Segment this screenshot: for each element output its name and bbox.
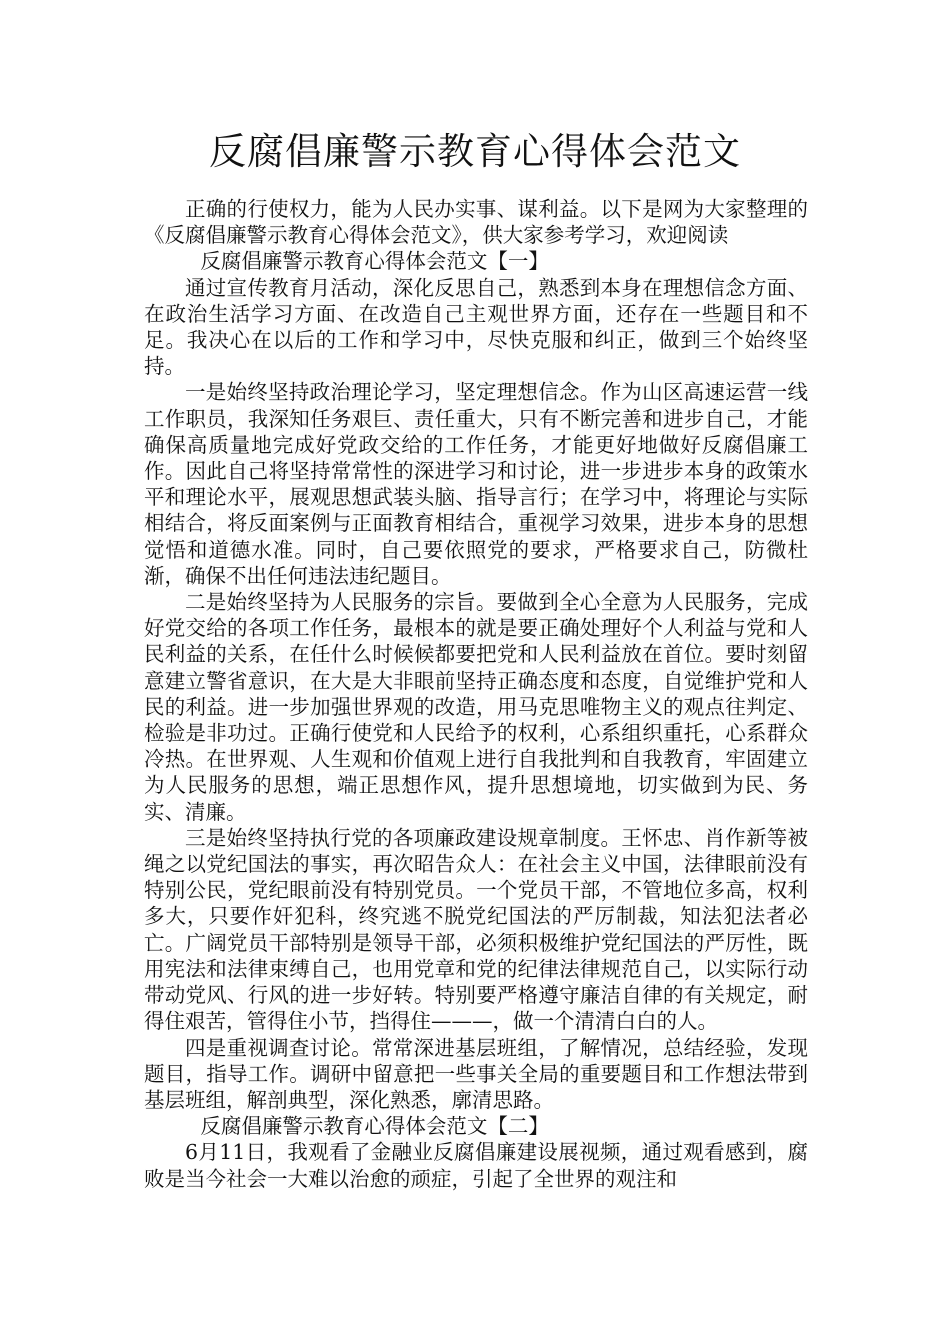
body-paragraph: 6月11日，我观看了金融业反腐倡廉建设展视频，通过观看感到，腐败是当今社会一大难以治愈的顽症，引起了全世界的观注和 xyxy=(144,1140,808,1191)
body-paragraph: 三是始终坚持执行党的各项廉政建设规章制度。王怀忠、肖作新等被绳之以党纪国法的事实，再次昭告众人：在社会主义中国，法律眼前没有特别公民，党纪眼前没有特别党员。一个党员干部，不管地位多高，权利多大，只要作奸犯科，终究逃不脱党纪国法的严厉制裁，知法犯法者必亡。广阔党员干部特别是领导干部，必须积极维护党纪国法的严厉性，既用宪法和法律束缚自己，也用党章和党的纪律法律规范自己，以实际行动带动党风、行风的进一步好转。特别要严格遵守廉洁自律的有关规定，耐得住艰苦，管得住小节，挡得住———，做一个清清白白的人。 xyxy=(144,825,808,1034)
body-paragraph: 一是始终坚持政治理论学习，坚定理想信念。作为山区高速运营一线工作职员，我深知任务艰巨、责任重大，只有不断完善和进步自己，才能确保高质量地完成好党政交给的工作任务，才能更好地做好反腐倡廉工作。因此自己将坚持常常性的深进学习和讨论，进一步进步本身的政策水平和理论水平，展观思想武装头脑、指导言行；在学习中，将理论与实际相结合，将反面案例与正面教育相结合，重视学习效果，进步本身的思想觉悟和道德水准。同时，自己要依照党的要求，严格要求自己，防微杜渐，确保不出任何违法违纪题目。 xyxy=(144,380,808,588)
body-paragraph: 四是重视调查讨论。常常深进基层班组，了解情况，总结经验，发现题目，指导工作。调研中留意把一些事关全局的重要题目和工作想法带到基层班组，解剖典型，深化熟悉，廓清思路。 xyxy=(144,1035,808,1112)
body-paragraph: 二是始终坚持为人民服务的宗旨。要做到全心全意为人民服务，完成好党交给的各项工作任务，最根本的就是要正确处理好个人利益与党和人民利益的关系，在任什么时候候都要把党和人民利益放在首位。要时刻留意建立警省意识，在大是大非眼前坚持正确态度和态度，自觉维护党和人民的利益。进一步加强世界观的改造，用马克思唯物主义的观点往判定、检验是非功过。正确行使党和人民给予的权利，心系组织重托，心系群众冷热。在世界观、人生观和价值观上进行自我批判和自我教育，牢固建立为人民服务的思想，端正思想作风，提升思想境地，切实做到为民、务实、清廉。 xyxy=(144,590,808,824)
intro-paragraph: 正确的行使权力，能为人民办实事、谋利益。以下是网为大家整理的《反腐倡廉警示教育心得体会范文》，供大家参考学习，欢迎阅读 xyxy=(144,197,808,248)
section-heading-2: 反腐倡廉警示教育心得体会范文【二】 xyxy=(200,1114,549,1139)
body-paragraph: 通过宣传教育月活动，深化反思自己，熟悉到本身在理想信念方面、在政治生活学习方面、在改造自己主观世界方面，还存在一些题目和不足。我决心在以后的工作和学习中，尽快克服和纠正，做到三个始终坚持。 xyxy=(144,275,808,379)
section-heading-1: 反腐倡廉警示教育心得体会范文【一】 xyxy=(200,249,549,274)
document-body xyxy=(144,196,808,1192)
document-title: 反腐倡廉警示教育心得体会范文 xyxy=(209,130,741,173)
